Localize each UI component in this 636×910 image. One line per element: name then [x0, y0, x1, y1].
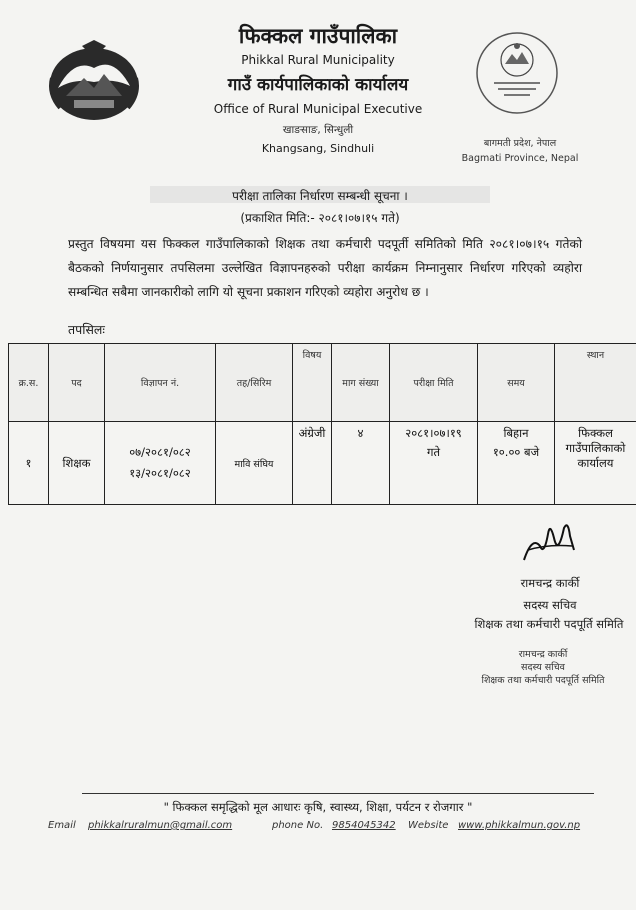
place-line-1: फिक्कल [578, 426, 613, 440]
exam-date-suffix: गते [426, 445, 441, 459]
table-header-row [9, 344, 636, 422]
header-place: स्थान [555, 344, 636, 422]
time-value: १०.०० बजे [492, 445, 540, 459]
cell-advertisement [105, 422, 216, 505]
footer-divider [82, 793, 594, 794]
header-time: समय [478, 344, 555, 422]
stamp-role: सदस्य सचिव [521, 662, 565, 673]
header-demand: माग संख्या [332, 344, 390, 422]
exam-schedule-table [8, 343, 636, 505]
footer-slogan: " फिक्कल समृद्धिको मूल आधारः कृषि, स्वास्थ्य, शिक्षा, पर्यटन र रोजगार " [163, 800, 473, 814]
place-en: Khangsang, Sindhuli [261, 142, 375, 155]
signature-icon [518, 516, 578, 566]
tapasil-label: तपसिलः [68, 322, 105, 337]
cell-subject: अंग्रेजी [293, 422, 332, 505]
cell-post: शिक्षक [49, 422, 105, 505]
header-subject: विषय [293, 344, 332, 422]
seal-icon [474, 30, 560, 116]
place-np: खाङसाङ, सिन्धुली [282, 124, 354, 136]
cell-time [478, 422, 555, 505]
province-en: Bagmati Province, Nepal [461, 153, 579, 164]
phone-number: 9854045342 [332, 820, 396, 831]
header-sn: क्र.स. [9, 344, 49, 422]
office-name-en: Office of Rural Municipal Executive [213, 102, 423, 116]
published-date: (प्रकाशित मिति:- २०८१।०७।१५ गते) [240, 211, 400, 225]
municipality-name-np: फिक्कल गाउँपालिका [238, 24, 398, 48]
website-label: Website [408, 820, 449, 831]
notice-body: प्रस्तुत विषयमा यस फिक्कल गाउँपालिकाको शिक्षक तथा कर्मचारी पदपूर्ती समितिको मिति २०८१।०७।१५ गतेको बैठकको निर्णयानुसार तपसिलमा उल्लेखित विज्ञापनहरुको परीक्षा कार्यक्रम निम्नानुसार निर्धारण गरिएको व्यहोरा सम्बन्धित सबैमा जानकारीको लागि यो सूचना प्रकाशन गरिएको व्यहोरा अनुरोध छ । [68, 237, 582, 299]
stamp-name: रामचन्द्र कार्की [518, 649, 568, 660]
time-period: बिहान [503, 426, 529, 440]
adv-number-2: १३/२०८१/०८२ [129, 466, 191, 480]
phone-label: phone No. [272, 820, 324, 831]
office-name-np: गाउँ कार्यपालिकाको कार्यालय [227, 75, 409, 95]
place-line-3: कार्यालय [577, 456, 614, 470]
province-np: बागमती प्रदेश, नेपाल [483, 138, 557, 149]
cell-level: मावि संघिय [216, 422, 293, 505]
cell-sn: १ [9, 422, 49, 505]
name-stamp [458, 648, 628, 687]
email-label: Email [48, 820, 76, 831]
nepal-emblem-icon [44, 38, 144, 124]
cell-exam-date [390, 422, 478, 505]
municipality-seal [474, 30, 560, 130]
header-post: पद [49, 344, 105, 422]
notice-title: परीक्षा तालिका निर्धारण सम्बन्धी सूचना । [232, 189, 408, 203]
signatory-role: सदस्य सचिव [523, 598, 577, 612]
cell-place [555, 422, 636, 505]
adv-number-1: ०७/२०८१/०८२ [129, 445, 191, 459]
header-exam-date: परीक्षा मिति [390, 344, 478, 422]
footer-contacts [48, 820, 608, 834]
municipality-name-en: Phikkal Rural Municipality [241, 53, 395, 67]
signatory-committee: शिक्षक तथा कर्मचारी पदपूर्ति समिति [474, 617, 624, 631]
cell-demand: ४ [332, 422, 390, 505]
header-level: तह/सिरिम [216, 344, 293, 422]
exam-date: २०८१।०७।१९ [405, 426, 462, 440]
stamp-committee: शिक्षक तथा कर्मचारी पदपूर्ति समिति [481, 675, 605, 686]
table-row [9, 422, 636, 505]
place-line-2: गाउँपालिकाको [565, 441, 626, 455]
email-link[interactable]: phikkalruralmun@gmail.com [88, 820, 233, 831]
website-link[interactable]: www.phikkalmun.gov.np [458, 820, 581, 831]
header-advertisement: विज्ञापन नं. [105, 344, 216, 422]
signatory-name: रामचन्द्र कार्की [520, 576, 580, 590]
